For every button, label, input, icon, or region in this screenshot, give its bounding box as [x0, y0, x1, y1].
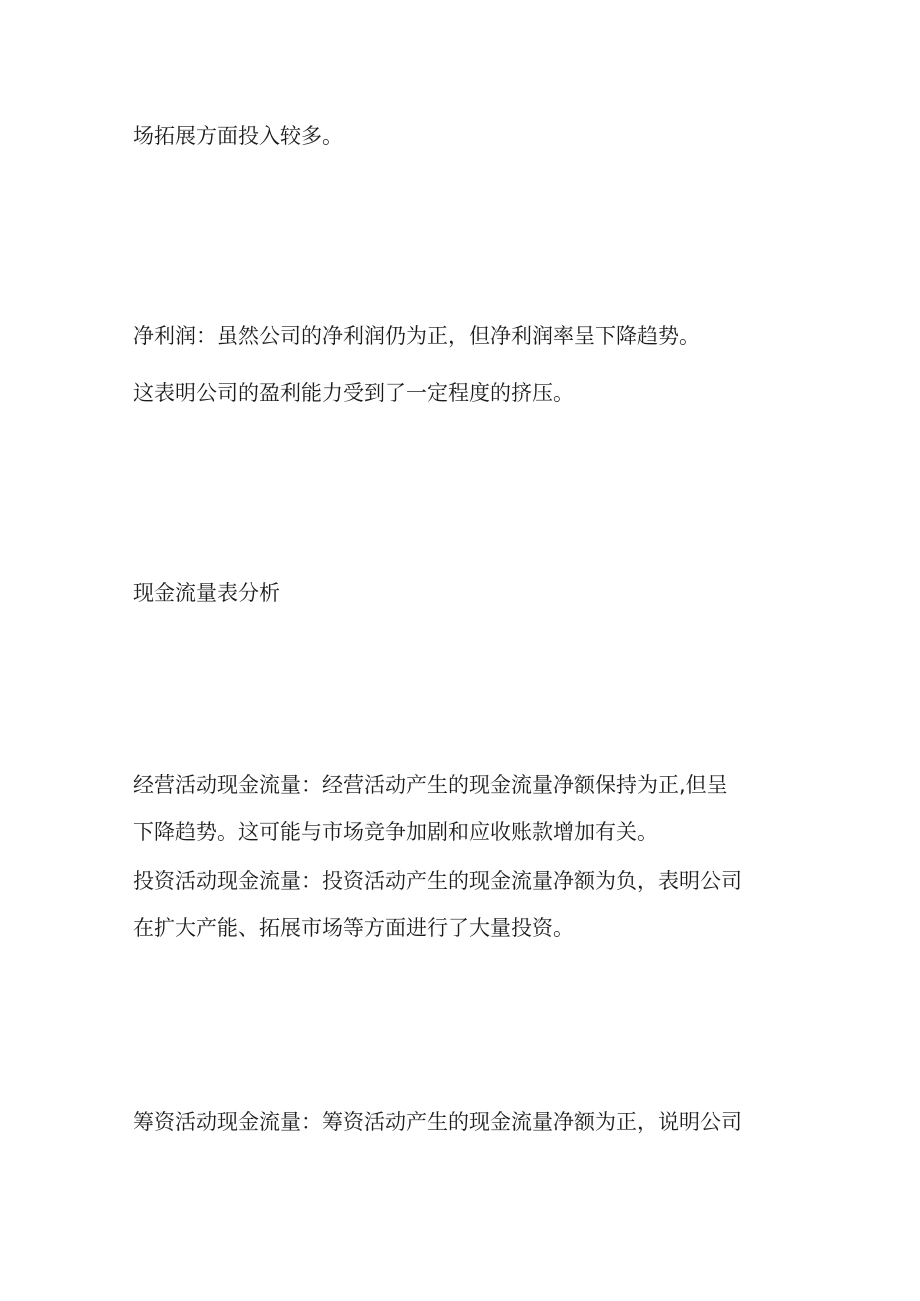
paragraph-line-1: 场拓展方面投入较多。 — [133, 124, 343, 148]
paragraph-line-4: 经营活动现金流量：经营活动产生的现金流量净额保持为正,但呈 — [133, 773, 728, 797]
paragraph-line-3: 这表明公司的盈利能力受到了一定程度的挤压。 — [133, 381, 574, 405]
section-heading: 现金流量表分析 — [133, 581, 280, 605]
paragraph-line-6: 投资活动现金流量：投资活动产生的现金流量净额为负，表明公司 — [133, 869, 742, 893]
paragraph-line-5: 下降趋势。这可能与市场竞争加剧和应收账款增加有关。 — [133, 820, 658, 844]
paragraph-line-8: 筹资活动现金流量：筹资活动产生的现金流量净额为正，说明公司 — [133, 1110, 742, 1134]
paragraph-line-7: 在扩大产能、拓展市场等方面进行了大量投资。 — [133, 916, 574, 940]
paragraph-line-2: 净利润：虽然公司的净利润仍为正，但净利润率呈下降趋势。 — [133, 324, 700, 348]
